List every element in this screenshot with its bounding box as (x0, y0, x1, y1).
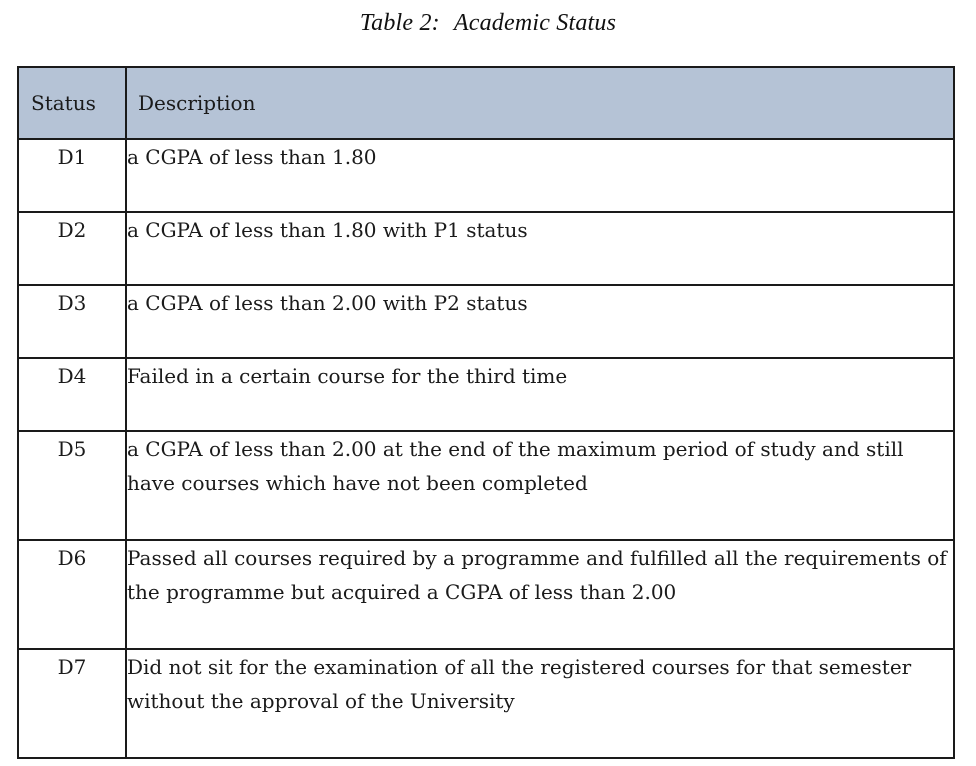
status-code-cell: D3 (18, 285, 126, 358)
description-cell: Passed all courses required by a programme and fulfilled all the requirements of the programme but acquired a CGPA of less than 2.00 (126, 540, 954, 649)
status-code-cell: D2 (18, 212, 126, 285)
status-code-cell: D4 (18, 358, 126, 431)
table-row (18, 649, 954, 758)
status-code-cell: D6 (18, 540, 126, 649)
status-code-cell: D7 (18, 649, 126, 758)
status-code-cell: D1 (18, 139, 126, 212)
table-row (18, 285, 954, 358)
description-cell: a CGPA of less than 2.00 at the end of the maximum period of study and still have courses which have not been completed (126, 431, 954, 540)
description-cell: Did not sit for the examination of all the registered courses for that semester without the approval of the University (126, 649, 954, 758)
column-header-status: Status (18, 67, 126, 139)
academic-status-table (17, 66, 955, 759)
table-row (18, 358, 954, 431)
table-header-row (18, 67, 954, 139)
description-cell: a CGPA of less than 2.00 with P2 status (126, 285, 954, 358)
table-row (18, 540, 954, 649)
description-cell: Failed in a certain course for the third time (126, 358, 954, 431)
status-code-cell: D5 (18, 431, 126, 540)
description-cell: a CGPA of less than 1.80 (126, 139, 954, 212)
description-cell: a CGPA of less than 1.80 with P1 status (126, 212, 954, 285)
table-caption (0, 10, 976, 37)
caption-label: Table 2: (359, 10, 440, 36)
table-row (18, 139, 954, 212)
table-row (18, 431, 954, 540)
caption-title: Academic Status (453, 10, 617, 36)
column-header-description: Description (126, 67, 954, 139)
table-row (18, 212, 954, 285)
